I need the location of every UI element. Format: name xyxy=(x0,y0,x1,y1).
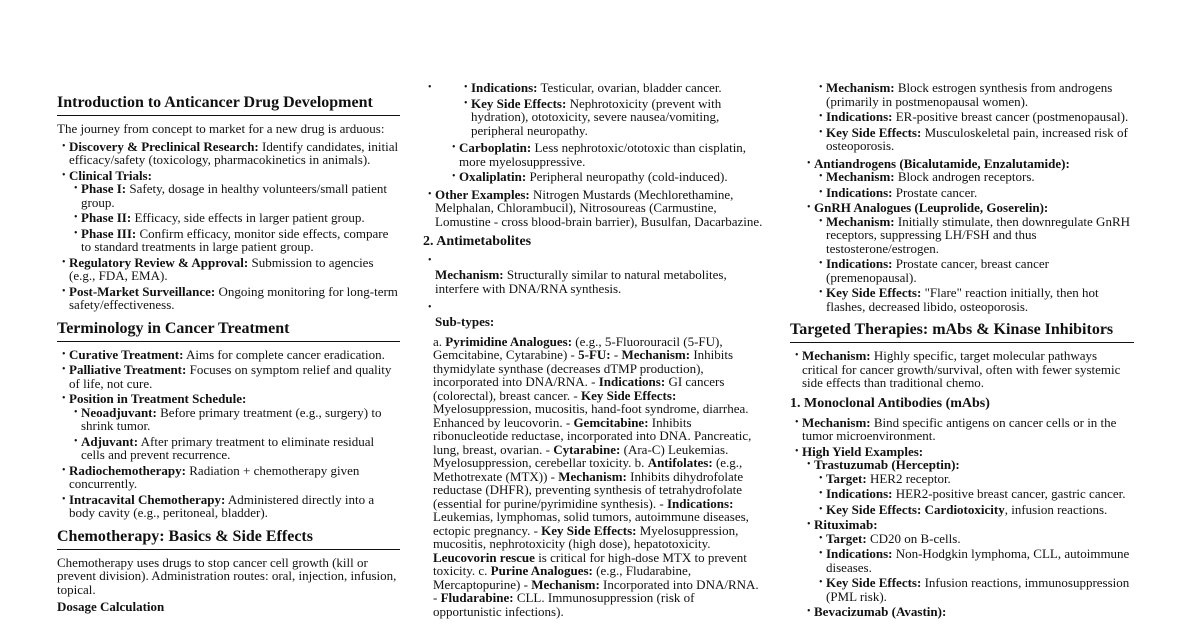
list-item: • Mechanism: Bind specific antigens on cancer cells or in the tumor microenvironment. xyxy=(802,416,1134,443)
list-item: • Carboplatin: Less nephrotoxic/ototoxic than cisplatin, more myelosuppressive. xyxy=(459,141,766,168)
column-1 xyxy=(57,94,400,618)
section-title: Targeted Therapies: mAbs & Kinase Inhibitors xyxy=(790,321,1134,343)
list-item: • Neoadjuvant: Before primary treatment (e.g., surgery) to shrink tumor. xyxy=(81,406,400,433)
list-item: • Mechanism: Structurally similar to natural metabolites, interfere with DNA/RNA synthesis. xyxy=(435,254,766,295)
list-item: • Phase III: Confirm efficacy, monitor side effects, compare to standard treatments in large patient group. xyxy=(81,227,400,254)
list-item: • Mechanism: Highly specific, target molecular pathways critical for cancer growth/survival, often with fewer systemic side effects than traditional chemo. xyxy=(802,349,1134,390)
section-title: Chemotherapy: Basics & Side Effects xyxy=(57,528,400,550)
list-item: • Other Examples: Nitrogen Mustards (Mechlorethamine, Melphalan, Chlorambucil), Nitrosoureas (Carmustine, Lomustine - cross blood-brain barrier), Busulfan, Dacarbazine. xyxy=(435,188,766,229)
bullet-list xyxy=(423,188,766,229)
list-item: • Palliative Treatment: Focuses on symptom relief and quality of life, not cure. xyxy=(69,363,400,390)
list-item: • Discovery & Preclinical Research: Identify candidates, initial efficacy/safety (toxicology, pharmacokinetics in animals). xyxy=(69,140,400,167)
list-item: • Phase I: Safety, dosage in healthy volunteers/small patient group. xyxy=(81,182,400,209)
list-item xyxy=(435,81,766,137)
list-item: • Indications: HER2-positive breast cancer, gastric cancer. xyxy=(826,487,1134,501)
list-item: • Indications: ER-positive breast cancer (postmenopausal). xyxy=(826,110,1134,124)
list-item: • • Indications: Testicular, ovarian, bladder cancer. xyxy=(471,81,766,95)
intro-text: The journey from concept to market for a new drug is arduous: xyxy=(57,121,385,136)
bullet-list xyxy=(423,254,766,329)
list-item: • Oxaliplatin: Peripheral neuropathy (cold-induced). xyxy=(459,170,766,184)
list-item: • Position in Treatment Schedule: • Neoadjuvant: Before primary treatment (e.g., surgery) to shrink tumor. • Adjuvant: After primary treatment to eliminate residual cells and prevent recurrence. xyxy=(69,392,400,462)
list-item: • Mechanism: Block androgen receptors. xyxy=(826,170,1134,184)
list-item: • Key Side Effects: Nephrotoxicity (prevent with hydration), ototoxicity, severe nausea/vomiting, peripheral neuropathy. xyxy=(471,97,766,138)
list-item: • Clinical Trials: • Phase I: Safety, dosage in healthy volunteers/small patient group. • Phase II: Efficacy, side effects in larger patient group. • Phase III: Confirm efficacy, monitor side effects, compare to standard treatments in large patient group. xyxy=(69,169,400,254)
list-item: • Mechanism: Initially stimulate, then downregulate GnRH receptors, suppressing LH/FSH and thus testosterone/estrogen. xyxy=(826,215,1134,256)
list-item: • Post-Market Surveillance: Ongoing monitoring for long-term safety/effectiveness. xyxy=(69,285,400,312)
list-item: • Sub-types: xyxy=(435,301,766,329)
list-item: • Radiochemotherapy: Radiation + chemotherapy given concurrently. xyxy=(69,464,400,491)
subheading: Dosage Calculation xyxy=(57,599,165,614)
list-item: • Key Side Effects: Infusion reactions, immunosuppression (PML risk). xyxy=(826,576,1134,603)
list-item: • Phase II: Efficacy, side effects in larger patient group. xyxy=(81,211,400,225)
section-title: Introduction to Anticancer Drug Development xyxy=(57,94,400,116)
list-item: • Regulatory Review & Approval: Submission to agencies (e.g., FDA, EMA). xyxy=(69,256,400,283)
list-item: • Bevacizumab (Avastin): xyxy=(814,605,1134,619)
list-item: • Indications: Prostate cancer. xyxy=(826,186,1134,200)
list-item: • Adjuvant: After primary treatment to eliminate residual cells and prevent recurrence. xyxy=(81,435,400,462)
bullet-list xyxy=(57,348,400,520)
bullet-list xyxy=(423,81,766,137)
bullet-list xyxy=(790,416,1134,619)
list-item: • Key Side Effects: "Flare" reaction initially, then hot flashes, decreased libido, osteoporosis. xyxy=(826,286,1134,313)
list-item: • Mechanism: Block estrogen synthesis from androgens (primarily in postmenopausal women). xyxy=(826,81,1134,108)
column-2 xyxy=(423,81,766,622)
list-item: • Key Side Effects: Musculoskeletal pain, increased risk of osteoporosis. xyxy=(826,126,1134,153)
bullet-list xyxy=(790,81,1134,153)
column-3 xyxy=(790,81,1134,623)
list-item: • Target: HER2 receptor. xyxy=(826,472,1134,486)
list-item: • Key Side Effects: Cardiotoxicity, infusion reactions. xyxy=(826,503,1134,517)
section-heading: 1. Monoclonal Antibodies (mAbs) xyxy=(790,395,990,411)
bullet-list xyxy=(57,140,400,312)
list-item: • Target: CD20 on B-cells. xyxy=(826,532,1134,546)
list-item: • Trastuzumab (Herceptin): • Target: HER2 receptor. • Indications: HER2-positive breast cancer, gastric cancer. • Key Side Effects: Cardiotoxicity, infusion reactions. xyxy=(814,458,1134,516)
list-item: • GnRH Analogues (Leuprolide, Goserelin): • Mechanism: Initially stimulate, then downregulate GnRH receptors, suppressing LH/FSH and thus testosterone/estrogen. • Indications: Prostate cancer, breast cancer (premenopausal). • Key Side Effects: "Flare" reaction initially, then hot flashes, decreased libido, osteoporosis. xyxy=(814,201,1134,313)
intro-text: Chemotherapy uses drugs to stop cancer cell growth (kill or prevent division). Administration routes: oral, injection, infusion, topical. xyxy=(57,554,397,597)
list-item: • Curative Treatment: Aims for complete cancer eradication. xyxy=(69,348,400,362)
bullet-list xyxy=(790,157,1134,314)
list-item: • High Yield Examples: • Trastuzumab (Herceptin): • Target: HER2 receptor. • Indications: HER2-positive breast cancer, gastric cancer. • Key Side Effects: Cardiotoxicity, infusion reactions. • Rituximab: • Target: CD20 on B-cells. • Indications: Non-Hodgkin lymphoma, CLL, autoimmune diseases. • Key Side Effects: Infusion reactions, immunosuppression (PML risk). • Bevacizumab (Avastin): xyxy=(802,445,1134,619)
list-item: • Antiandrogens (Bicalutamide, Enzalutamide): • Mechanism: Block androgen receptors. • Indications: Prostate cancer. xyxy=(814,157,1134,200)
body-paragraph: a. Pyrimidine Analogues: (e.g., 5-Fluorouracil (5-FU), Gemcitabine, Cytarabine) - 5-FU: - Mechanism: Inhibits thymidylate synthase (decreases dTMP production), incorporated into DNA/RNA. - Indications: GI cancers (colorectal), breast cancer. - Key Side Effects: Myelosuppression, mucositis, hand-foot syndrome, diarrhea. Enhanced by leucovorin. - Gemcitabine: Inhibits ribonucleotide reductase, incorporated into DNA. Pancreatic, lung, breast, ovarian. - Cytarabine: (Ara-C) Leukemias. Myelosuppression, cerebellar toxicity. b. Antifolates: (e.g., Methotrexate (MTX)) - Mechanism: Inhibits dihydrofolate reductase (DHFR), preventing synthesis of tetrahydrofolate (essential for purine/pyrimidine synthesis). - Indications: Leukemias, lymphomas, solid tumors, autoimmune diseases, ectopic pregnancy. - Key Side Effects: Myelosuppression, mucositis, nephrotoxicity (high dose), hepatotoxicity. Leucovorin rescue is critical for high-dose MTX to prevent toxicity. c. Purine Analogues: (e.g., Fludarabine, Mercaptopurine) - Mechanism: Incorporated into DNA/RNA. - Fludarabine: CLL. Immunosuppression (risk of opportunistic infections). xyxy=(433,333,759,619)
list-item: • Indications: Prostate cancer, breast cancer (premenopausal). xyxy=(826,257,1134,284)
section-title: Terminology in Cancer Treatment xyxy=(57,320,400,342)
bullet-list xyxy=(423,141,766,184)
list-item: • Intracavital Chemotherapy: Administered directly into a body cavity (e.g., peritoneal, bladder). xyxy=(69,493,400,520)
list-item: • Rituximab: • Target: CD20 on B-cells. • Indications: Non-Hodgkin lymphoma, CLL, autoimmune diseases. • Key Side Effects: Infusion reactions, immunosuppression (PML risk). xyxy=(814,518,1134,603)
section-heading: 2. Antimetabolites xyxy=(423,234,532,249)
list-item: • Indications: Non-Hodgkin lymphoma, CLL, autoimmune diseases. xyxy=(826,547,1134,574)
bullet-list xyxy=(790,349,1134,390)
